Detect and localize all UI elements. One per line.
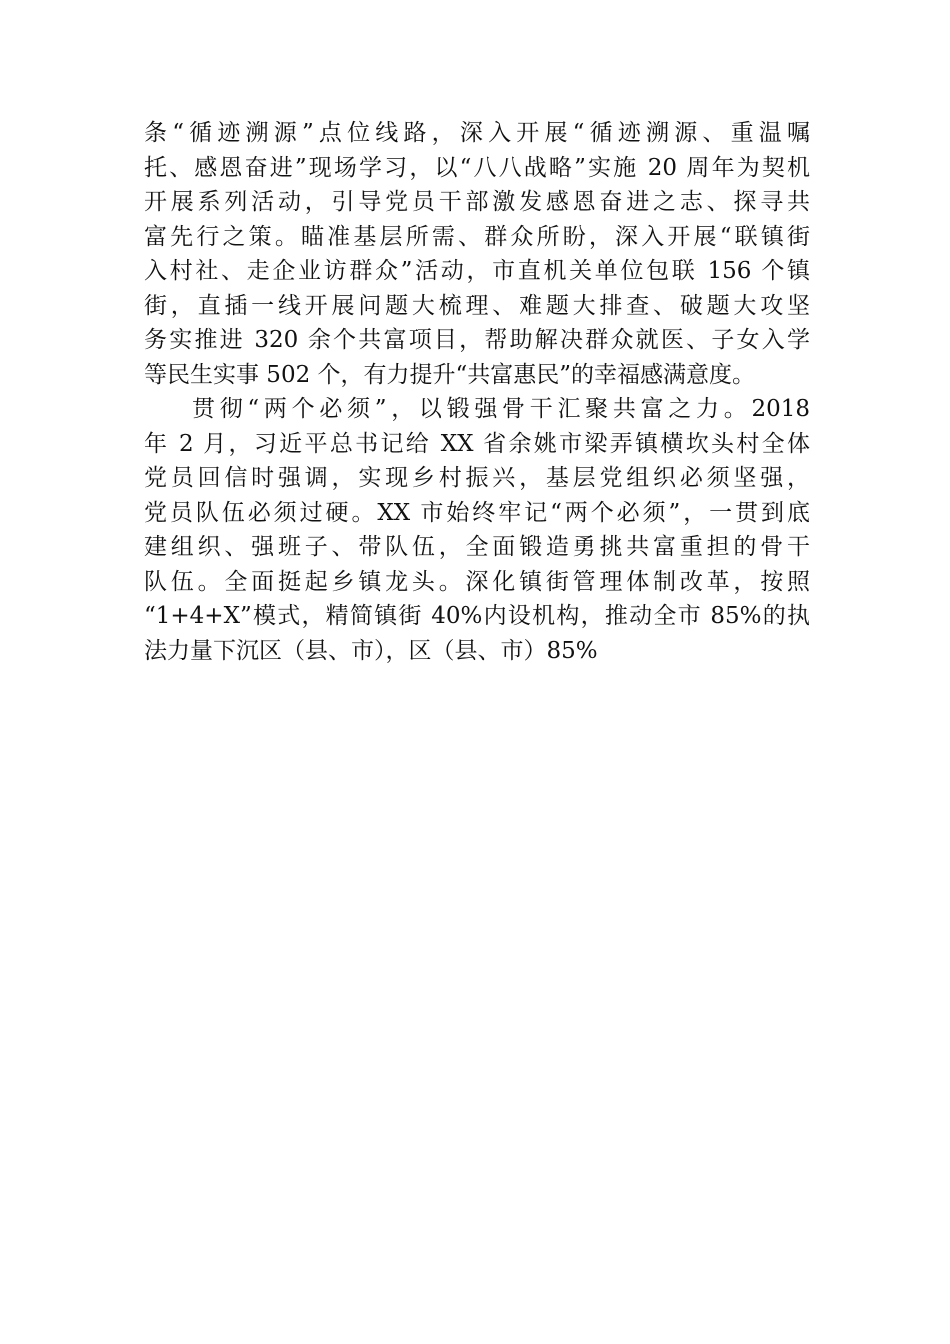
paragraph-line: 托、感恩奋进”现场学习，以“八八战略”实施 20 周年为契机 [144,154,810,181]
body-text [144,116,810,668]
paragraph-line: 队伍。全面挺起乡镇龙头。深化镇街管理体制改革，按照 [144,568,810,595]
paragraph-1 [144,116,810,392]
paragraph-line: 入村社、走企业访群众”活动，市直机关单位包联 156 个镇 [144,258,810,284]
paragraph-line: 务实推进 320 余个共富项目，帮助解决群众就医、子女入学 [144,327,810,353]
paragraph-line: 年 2 月，习近平总书记给 XX 省余姚市梁弄镇横坎头村全体 [144,430,810,457]
paragraph-line: 街，直插一线开展问题大梳理、难题大排查、破题大攻坚 [144,292,810,319]
paragraph-line: 富先行之策。瞄准基层所需、群众所盼，深入开展“联镇街 [144,223,810,250]
paragraph-line: 等民生实事 502 个，有力提升“共富惠民”的幸福感满意度。 [144,361,756,388]
paragraph-line: 党员回信时强调，实现乡村振兴，基层党组织必须坚强， [144,465,810,491]
paragraph-line: 党员队伍必须过硬。XX 市始终牢记“两个必须”，一贯到底 [144,499,810,526]
paragraph-line: 条“循迹溯源”点位线路，深入开展“循迹溯源、重温嘱 [144,120,810,146]
paragraph-line: 法力量下沉区（县、市），区（县、市）85% [144,637,598,664]
paragraph-2 [144,392,810,668]
paragraph-line: “1+4+X”模式，精简镇街 40%内设机构，推动全市 85%的执 [144,603,810,629]
paragraph-line: 贯彻“两个必须”，以锻强骨干汇聚共富之力。2018 [192,396,810,422]
paragraph-line: 建组织、强班子、带队伍，全面锻造勇挑共富重担的骨干 [144,534,810,560]
paragraph-line: 开展系列活动，引导党员干部激发感恩奋进之志、探寻共 [144,189,810,215]
